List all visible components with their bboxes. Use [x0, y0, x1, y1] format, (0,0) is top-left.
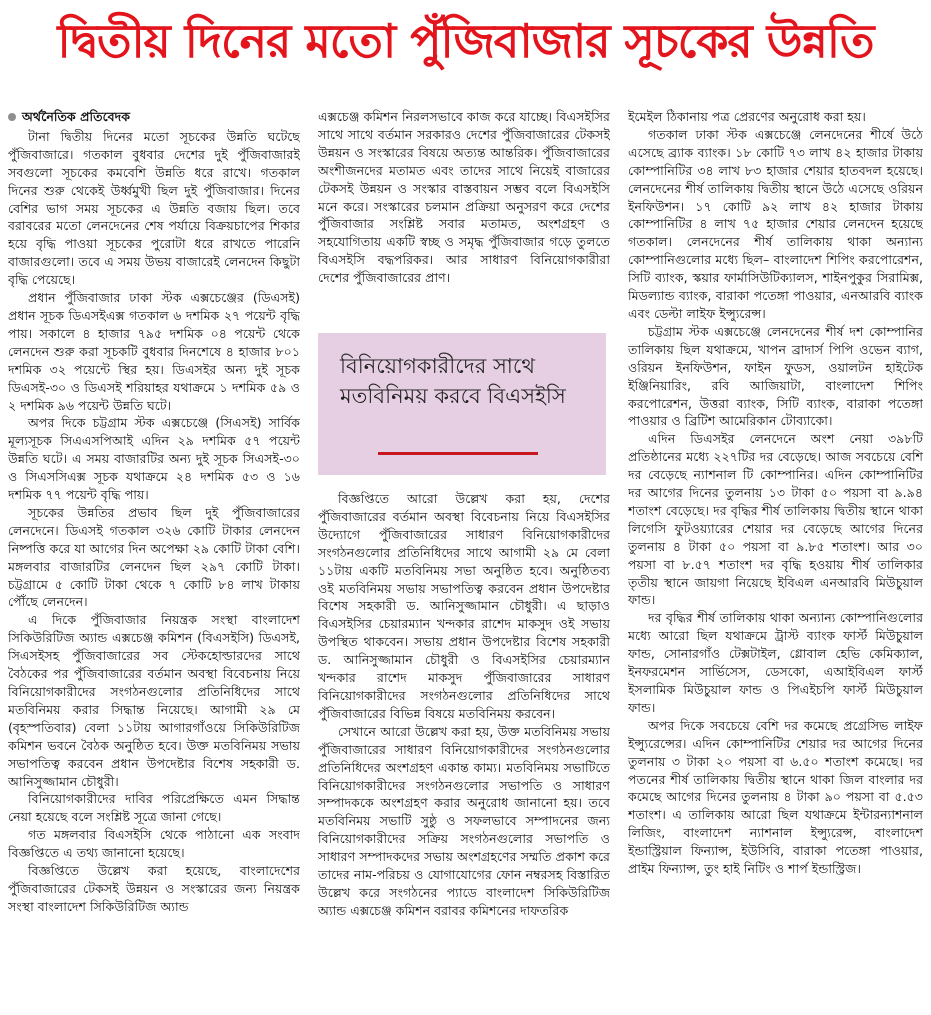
- paragraph: অপর দিকে সবচেয়ে বেশি দর কমেছে প্রগ্রেসিভ লাইফ ইন্স্যুরেন্সের। এদিন কোম্পানিটির শেয়ার দর আগের দিনের তুলনায় ৩ টাকা ২০ পয়সা বা ৬.৫০ শতাংশ কমেছে। দর পতনের শীর্ষ তালিকায় দ্বিতীয় স্থানে থাকা জিল বাংলার দর কমেছে আগের দিনের তুলনায় ৪ টাকা ৯০ পয়সা বা ৫.৫৩ শতাংশ। এ তালিকায় আরো ছিল যথাক্রমে ইন্টারন্যাশনাল লিজিং, বাংলাদেশ ন্যাশনাল ইন্স্যুরেন্স, বাংলাদেশ ইন্ডাস্ট্রিয়াল ফিন্যান্স, ইউসিবি, বারাকা পতেঙ্গা পাওয়ার, প্রাইম ফিন্যান্স, তুং হাই নিটিং ও শার্প ইন্ডাস্ট্রিজ।: [628, 717, 923, 877]
- paragraph: প্রধান পুঁজিবাজার ঢাকা স্টক এক্সচেঞ্জের (ডিএসই) প্রধান সূচক ডিএসইএক্স গতকাল ৬ দশমিক ২৭ পয়েন্ট বৃদ্ধি পায়। সকালে ৪ হাজার ৭৯৫ দশমিক ০৪ পয়েন্ট থেকে লেনদেন শুরু করা সূচকটি বুধবার দিনশেষে ৪ হাজার ৮০১ দশমিক ৩২ পয়েন্টে স্থির হয়। ডিএসইর অন্য দুই সূচক ডিএসই-৩০ ও ডিএসই শরিয়াহর যথাক্রমে ১ দশমিক ৫৯ ও ২ দশমিক ৯৬ পয়েন্ট উন্নতি ঘটে।: [8, 290, 300, 413]
- paragraph: বিনিয়োগকারীদের দাবির পরিপ্রেক্ষিতে এমন সিদ্ধান্ত নেয়া হয়েছে বলে সংশ্লিষ্ট সূত্রে জানা গেছে।: [8, 791, 300, 825]
- headline: দ্বিতীয় দিনের মতো পুঁজিবাজার সূচকের উন্নতি: [57, 14, 874, 68]
- paragraph: টানা দ্বিতীয় দিনের মতো সূচকের উন্নতি ঘটেছে পুঁজিবাজারে। গতকাল বুধবার দেশের দুই পুঁজিবাজারই সবগুলো সূচকের কমবেশি উন্নতি ধরে রাখে। গতকাল দিনের শুরু থেকেই উর্ধ্বমুখী ছিল দুই পুঁজিবাজার। দিনের বেশির ভাগ সময় সূচকের এ উন্নতি বজায় ছিল। তবে বরাবরের মতো লেনদেনের শেষ পর্যায়ে বিক্রয়চাপের শিকার হয়ে বৃদ্ধি পাওয়া সূচকের পুরোটা ধরে রাখতে পারেনি বাজারগুলো। তবে এ সময় উভয় বাজারেই লেনদেন কিছুটা বৃদ্ধি পেয়েছে।: [8, 128, 300, 288]
- column-2-top: [318, 108, 610, 324]
- pull-quote-rule: [378, 452, 538, 455]
- paragraph: গতকাল ঢাকা স্টক এক্সচেঞ্জে লেনদেনের শীর্ষে উঠে এসেছে ব্র্যাক ব্যাংক। ১৮ কোটি ৭৩ লাখ ৪২ হাজার টাকায় কোম্পানিটির ৩৪ লাখ ৮৩ হাজার শেয়ার হাতবদল হয়েছে। লেনদেনের শীর্ষ তালিকায় দ্বিতীয় স্থানে উঠে এসেছে ওরিয়ন ইনফিউশন। ১৭ কোটি ৯২ লাখ ৪২ হাজার টাকায় কোম্পানিটির ৪ লাখ ৭৫ হাজার শেয়ার লেনদেন হয়েছে গতকাল। লেনদেনের শীর্ষ তালিকায় থাকা অন্যান্য কোম্পানিগুলোর মধ্যে ছিল– বাংলাদেশ শিপিং করপোরেশন, সিটি ব্যাংক, স্কয়ার ফার্মাসিউটিক্যালস, শাইনপুকুর সিরামিক্স, মিডল্যান্ড ব্যাংক, বারাকা পতেঙ্গা পাওয়ার, এনআরবি ব্যাংক এবং ডেল্টা লাইফ ইন্স্যুরেন্স।: [628, 126, 923, 321]
- paragraph: এদিন ডিএসইর লেনদেনে অংশ নেয়া ৩৯৮টি প্রতিষ্ঠানের মধ্যে ২২৭টির দর বেড়েছে। আজ সবচেয়ে বেশি দর বেড়েছে ন্যাশনাল টি কোম্পানির। এদিন কোম্পানিটির দর আগের দিনের তুলনায় ১৩ টাকা ৫০ পয়সা বা ৯.৯৪ শতাংশ বেড়েছে। দর বৃদ্ধির শীর্ষ তালিকায় দ্বিতীয় স্থানে থাকা লিগেসি ফুটওয়্যারের শেয়ার দর বেড়েছে আগের দিনের তুলনায় ৪ টাকা ৫০ পয়সা বা ৯.৮৫ শতাংশ। আর ৩০ পয়সা বা ৮.৫৭ শতাংশ দর বৃদ্ধি হওয়ায় শীর্ষ তালিকার তৃতীয় স্থানে জায়গা নিয়েছে ইবিএল এনআরবি মিউচুয়াল ফান্ড।: [628, 431, 923, 608]
- pull-quote: বিনিয়োগকারীদের সাথে মতবিনিময় করবে বিএসইসি: [340, 354, 566, 408]
- column-3: [628, 108, 923, 1015]
- paragraph: বিজ্ঞপ্তিতে উল্লেখ করা হয়েছে, বাংলাদেশের পুঁজিবাজারের টেকসই উন্নয়ন ও সংস্কারের জন্য নিয়ন্ত্রক সংস্থা বাংলাদেশ সিকিউরিটিজ অ্যান্ড: [8, 863, 300, 914]
- paragraph: সেখানে আরো উল্লেখ করা হয়, উক্ত মতবিনিময় সভায় পুঁজিবাজারের সাধারণ বিনিয়োগকারীদের সংগঠনগুলোর প্রতিনিধিদের অংশগ্রহণ একান্ত কাম্য। মতবিনিময় সভাটিতে বিনিয়োগকারীদের সংগঠনগুলোর সভাপতি ও সাধারণ সম্পাদককে অংশগ্রহণ করার অনুরোধ জানানো হয়। তবে মতবিনিময় সভাটি সুষ্ঠু ও সফলভাবে সম্পাদনের জন্য বিনিয়োগকারীদের সক্রিয় সংগঠনগুলোর সভাপতি ও সাধারণ সম্পাদকদের সভায় অংশগ্রহণের সম্মতি প্রকাশ করে তাদের নাম-পরিচয় ও যোগাযোগের ফোন নম্বরসহ বিস্তারিত উল্লেখ করে সংগঠনের প্যাডে বাংলাদেশ সিকিউরিটিজ অ্যান্ড এক্সচেঞ্জ কমিশন বরাবর কমিশনের দাফতরিক: [318, 723, 610, 918]
- paragraph: ইমেইল ঠিকানায় পত্র প্রেরণের অনুরোধ করা হয়।: [628, 109, 866, 124]
- paragraph: দর বৃদ্ধির শীর্ষ তালিকায় থাকা অন্যান্য কোম্পানিগুলোর মধ্যে আরো ছিল যথাক্রমে ট্রাস্ট ব্যাংক ফার্স্ট মিউচুয়াল ফান্ড, সোনারগাঁও টেক্সটাইল, গ্লোবাল হেভি কেমিক্যাল, ইনফরমেশন সার্ভিসেস, ডেসকো, এআইবিএল ফার্স্ট ইসলামিক মিউচুয়াল ফান্ড ও পিএইচপি ফার্স্ট মিউচুয়াল ফান্ড।: [628, 610, 923, 715]
- paragraph: গত মঙ্গলবার বিএসইসি থেকে পাঠানো এক সংবাদ বিজ্ঞপ্তিতে এ তথ্য জানানো হয়েছে।: [8, 827, 300, 861]
- byline: [8, 108, 300, 126]
- paragraph: সূচকের উন্নতির প্রভাব ছিল দুই পুঁজিবাজারের লেনদেনে। ডিএসই গতকাল ৩২৬ কোটি টাকার লেনদেন নিষ্পত্তি করে যা আগের দিন অপেক্ষা ২৯ কোটি টাকা বেশি। মঙ্গলবার বাজারটির লেনদেন ছিল ২৯৭ কোটি টাকা। চট্টগ্রামে ৫ কোটি টাকা থেকে ৭ কোটি ৮৪ লাখ টাকায় পৌঁছে লেনদেন।: [8, 504, 300, 610]
- paragraph: এক্সচেঞ্জ কমিশন নিরলসভাবে কাজ করে যাচ্ছে। বিএসইসির সাথে সাথে বর্তমান সরকারও দেশের পুঁজিবাজারের টেকসই উন্নয়ন ও সংস্কারের বিষয়ে অত্যন্ত আন্তরিক। পুঁজিবাজারের অংশীজনদের মতামত এবং তাদের সাথে নিয়েই বাজারের টেকসই উন্নয়ন ও সংস্কার বাস্তবায়ন সম্ভব বলে বিএসইসি মনে করে। সংস্কারের চলমান প্রক্রিয়া অনুসরণ করে দেশের পুঁজিবাজার সংশ্লিষ্ট সবার মতামত, অংশগ্রহণ ও সহযোগিতায় একটি স্বচ্ছ ও সমৃদ্ধ পুঁজিবাজার গড়ে তুলতে বিএসইসি বদ্ধপরিকর। আর সাধারণ বিনিয়োগকারীরা দেশের পুঁজিবাজারের প্রাণ।: [318, 109, 610, 286]
- paragraph: বিজ্ঞপ্তিতে আরো উল্লেখ করা হয়, দেশের পুঁজিবাজারের বর্তমান অবস্থা বিবেচনায় নিয়ে বিএসইসির উদ্যোগে পুঁজিবাজারের সাধারণ বিনিয়োগকারীদের সংগঠনগুলোর প্রতিনিধিদের সাথে আগামী ২৯ মে বেলা ১১টায় একটি মতবিনিময় সভা অনুষ্ঠিত হবে। অনুষ্ঠিতব্য ওই মতবিনিময় সভায় সভাপতিত্ব করবেন প্রধান উপদেষ্টার বিশেষ সহকারী ড. আনিসুজ্জামান চৌধুরী। এ ছাড়াও বিএসইসির চেয়ারম্যান খন্দকার রাশেদ মাকসুদ ওই সভায় উপস্থিত থাকবেন। সভায় প্রধান উপদেষ্টার বিশেষ সহকারী ড. আনিসুজ্জামান চৌধুরী ও বিএসইসির চেয়ারম্যান খন্দকার রাশেদ মাকসুদ পুঁজিবাজারের সাধারণ বিনিয়োগকারীদের সংগঠনগুলোর প্রতিনিধিদের সাথে পুঁজিবাজারের বিভিন্ন বিষয়ে মতবিনিময় করবেন।: [318, 491, 610, 721]
- paragraph: এ দিকে পুঁজিবাজার নিয়ন্ত্রক সংস্থা বাংলাদেশ সিকিউরিটিজ অ্যান্ড এক্সচেঞ্জ কমিশন (বিএসইসি) ডিএসই, সিএসইসহ পুঁজিবাজারের সব স্টেকহোল্ডারদের সাথে বৈঠকের পর পুঁজিবাজারের বর্তমান অবস্থা বিবেচনায় নিয়ে বিনিয়োগকারীদের সংগঠনগুলোর প্রতিনিধিদের সাথে মতবিনিময় করার সিদ্ধান্ত নিয়েছে। আগামী ২৯ মে (বৃহস্পতিবার) বেলা ১১টায় আগারগাঁওয়ে সিকিউরিটিজ কমিশন ভবনে বৈঠক অনুষ্ঠিত হবে। উক্ত মতবিনিময় সভায় সভাপতিত্ব করবেন প্রধান উপদেষ্টার বিশেষ সহকারী ড. আনিসুজ্জামান চৌধুরী।: [8, 612, 300, 789]
- byline-text: অর্থনৈতিক প্রতিবেদক: [22, 109, 131, 124]
- column-1: [8, 108, 300, 1015]
- pull-quote-box: [318, 333, 606, 475]
- paragraph: অপর দিকে চট্টগ্রাম স্টক এক্সচেঞ্জে (সিএসই) সার্বিক মূল্যসূচক সিএএসপিআই এদিন ২৯ দশমিক ৫৭ পয়েন্ট উন্নতি ঘটে। এ সময় বাজারটির অন্য দুই সূচক সিএসই-৩০ ও সিএসসিএক্স সূচক যথাক্রমে ২৪ দশমিক ৫৩ ও ১৬ দশমিক ৭৭ পয়েন্ট বৃদ্ধি পায়।: [8, 415, 300, 503]
- paragraph: চট্টগ্রাম স্টক এক্সচেঞ্জে লেনদেনের শীর্ষ দশ কোম্পানির তালিকায় ছিল যথাক্রমে, খাপন ব্রাদার্স পিপি ওভেন ব্যাগ, ওরিয়ন ইনফিউশন, ফাইন ফুডস, ওয়ালটন হাইটেক ইঞ্জিনিয়ারিং, রবি আজিয়াটা, বাংলাদেশ শিপিং করপোরেশন, উত্তরা ব্যাংক, সিটি ব্যাংক, বারাকা পতেঙ্গা পাওয়ার ও ব্রিটিশ আমেরিকান টোব্যাকো।: [628, 323, 923, 429]
- column-2-bottom: [318, 490, 610, 1015]
- bullet-icon: [8, 113, 16, 121]
